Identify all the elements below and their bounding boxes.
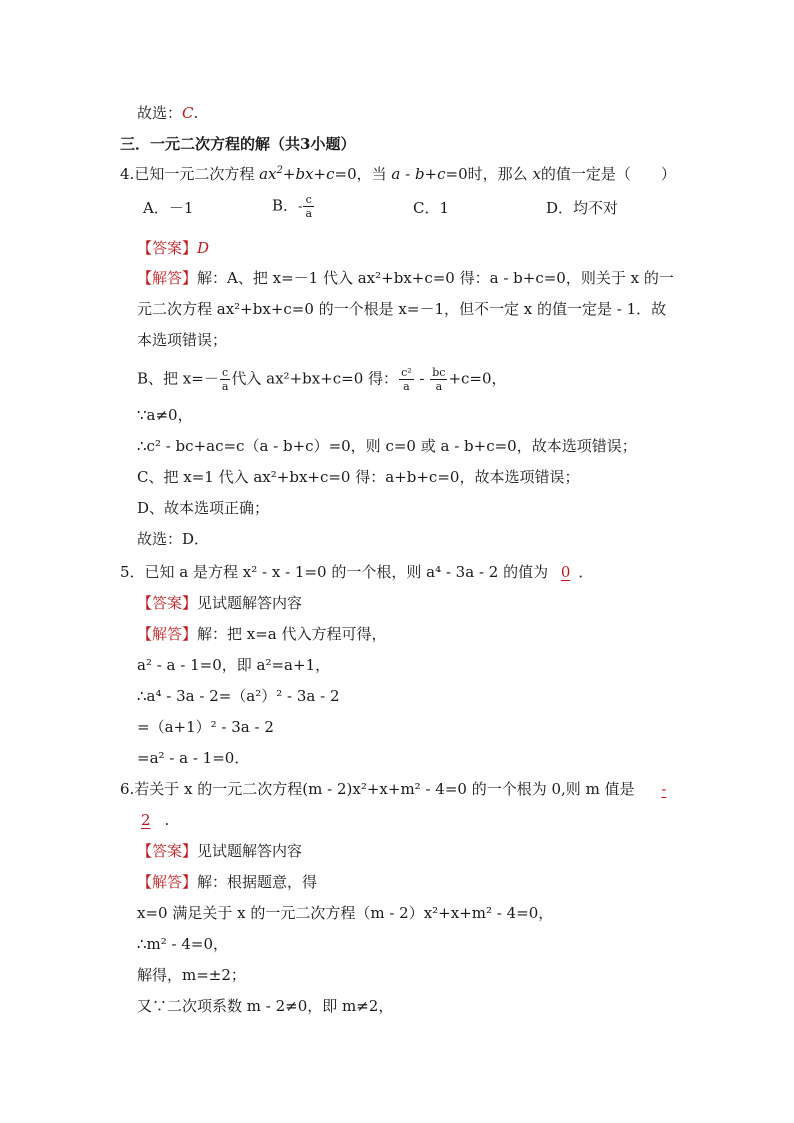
section-title: 三．一元二次方程的解（共	[120, 135, 301, 153]
prev-answer-suffix: .	[193, 104, 199, 122]
q4-solution-line-2: 元二次方程 ax²+bx+c=0 的一个根是 x=－1，但不一定 x 的值一定是 - 1．故	[137, 300, 667, 318]
q6-stem-end: .	[164, 811, 170, 829]
q4-b-frac2-den: a	[403, 380, 410, 393]
q4-b-frac1-den: a	[221, 380, 229, 393]
q4-option-b: B．- $\frac{c}{a}$	[272, 193, 312, 220]
q5-answer-label: 【答案】	[137, 594, 198, 612]
section-count: 3	[300, 135, 311, 153]
q5-blank-answer: 0	[560, 563, 571, 581]
q6-answer-label: 【答案】	[137, 842, 198, 860]
q5-answer	[137, 593, 302, 613]
q4-solution-text-1: 解：A、把 x=－1 代入 ax²+bx+c=0 得：a - b+c=0，则关于 x 的一	[197, 269, 674, 287]
q6-stem-line-2	[137, 810, 169, 830]
q4-option-c: C．1	[413, 199, 450, 217]
q4-b-pre: B、把 x=－	[137, 369, 219, 388]
q4-b-frac1	[220, 366, 231, 393]
q4-answer	[137, 238, 209, 258]
q4-option-a: A．－1	[143, 199, 194, 217]
prev-answer-line	[137, 103, 198, 123]
q6-answer	[137, 841, 302, 861]
q4-b-end: +c=0，	[448, 369, 507, 388]
q5-solution-line-2: a² - a - 1=0，即 a²=a+1，	[137, 656, 331, 674]
q4-condition: a - b+c	[391, 165, 446, 183]
q5-solution-line-1	[137, 624, 387, 644]
q4-b-frac3-num: bc	[432, 366, 446, 379]
q4-option-b-den: a	[305, 207, 312, 220]
q5-answer-value: 见试题解答内容	[197, 594, 303, 612]
section-heading	[120, 134, 355, 154]
q6-solution-line-3: ∴m² - 4=0，	[137, 935, 229, 953]
q4-solution-line-4: ∵a≠0，	[137, 406, 193, 424]
q4-option-d: D．均不对	[546, 199, 619, 217]
q6-solution-line-2: x=0 满足关于 x 的一元二次方程（m - 2）x²+x+m² - 4=0，	[137, 904, 554, 922]
q6-blank-answer-part2: 2	[141, 811, 151, 829]
q4-solution-line-1	[137, 268, 674, 288]
q6-blank-answer-part1: -	[661, 780, 667, 798]
q5-solution-label: 【解答】	[137, 625, 198, 643]
q6-stem	[120, 779, 666, 799]
q4-solution-b-line	[137, 366, 507, 393]
q4-stem-end: 的值一定是（ ）	[540, 165, 676, 183]
q5-solution-line-3: ∴a⁴ - 3a - 2=（a²）² - 3a - 2	[137, 687, 340, 705]
q4-b-minus: -	[414, 369, 430, 388]
q6-solution-text-1: 解：根据题意，得	[197, 873, 318, 891]
section-title-end: 小题）	[310, 135, 356, 153]
q5-stem-end: ．	[578, 563, 594, 581]
q4-solution-line-8: 故选：D．	[137, 530, 210, 548]
q6-solution-label: 【解答】	[137, 873, 198, 891]
q4-eq-tail: =0，当	[334, 165, 387, 183]
q4-variable: x	[532, 165, 541, 183]
q4-answer-value: D	[197, 239, 210, 257]
q4-option-b-label: B．	[272, 196, 299, 215]
q4-b-frac2-num: c²	[401, 366, 412, 379]
prev-answer-prefix: 故选：	[137, 104, 183, 122]
prev-answer-choice: C	[182, 104, 194, 122]
q5-solution-line-5: =a² - a - 1=0．	[137, 749, 250, 767]
q4-b-frac3-den: a	[435, 380, 443, 393]
q4-solution-line-7: D、故本选项正确；	[137, 499, 270, 517]
q4-condition-tail: =0时，那么	[445, 165, 528, 183]
q4-solution-label: 【解答】	[137, 269, 198, 287]
q4-b-frac3	[430, 366, 447, 393]
q4-stem: 4.已知一元二次方程 $ax^2+bx+c=0$，当 a - b+c=0时，那么 x的值一定是（ ）	[120, 165, 676, 183]
q4-answer-label: 【答案】	[137, 239, 198, 257]
q4-option-b-num: c	[303, 193, 314, 207]
q4-b-frac2	[399, 366, 414, 393]
q4-number: 4.	[120, 165, 135, 183]
q6-answer-value: 见试题解答内容	[197, 842, 303, 860]
q4-b-mid: 代入 ax²+bx+c=0 得：	[231, 369, 399, 388]
q6-solution-line-4: 解得，m=±2；	[137, 966, 246, 984]
q5-solution-text-1: 解：把 x=a 代入方程可得，	[197, 625, 387, 643]
q4-stem-a: 已知一元二次方程	[134, 165, 255, 183]
q4-option-b-fraction	[303, 193, 314, 220]
q6-stem-text: 6.若关于 x 的一元二次方程(m - 2)x²+x+m² - 4=0 的一个根为 0,则 m 值是	[120, 780, 635, 798]
q4-b-frac1-num: c	[220, 366, 231, 380]
q6-solution-line-1	[137, 872, 317, 892]
q5-stem	[120, 562, 593, 582]
q4-solution-line-6: C、把 x=1 代入 ax²+bx+c=0 得：a+b+c=0，故本选项错误；	[137, 468, 580, 486]
q4-solution-line-5: ∴c² - bc+ac=c（a - b+c）=0，则 c=0 或 a - b+c=0，故本选项错误；	[137, 437, 637, 455]
q5-solution-line-4: =（a+1）² - 3a - 2	[137, 718, 274, 736]
q6-solution-line-5: 又∵二次项系数 m - 2≠0，即 m≠2，	[137, 997, 394, 1015]
q5-stem-text: 5．已知 a 是方程 x² - x - 1=0 的一个根，则 a⁴ - 3a - 2 的值为	[120, 563, 549, 581]
q4-solution-line-3: 本选项错误；	[137, 331, 228, 349]
